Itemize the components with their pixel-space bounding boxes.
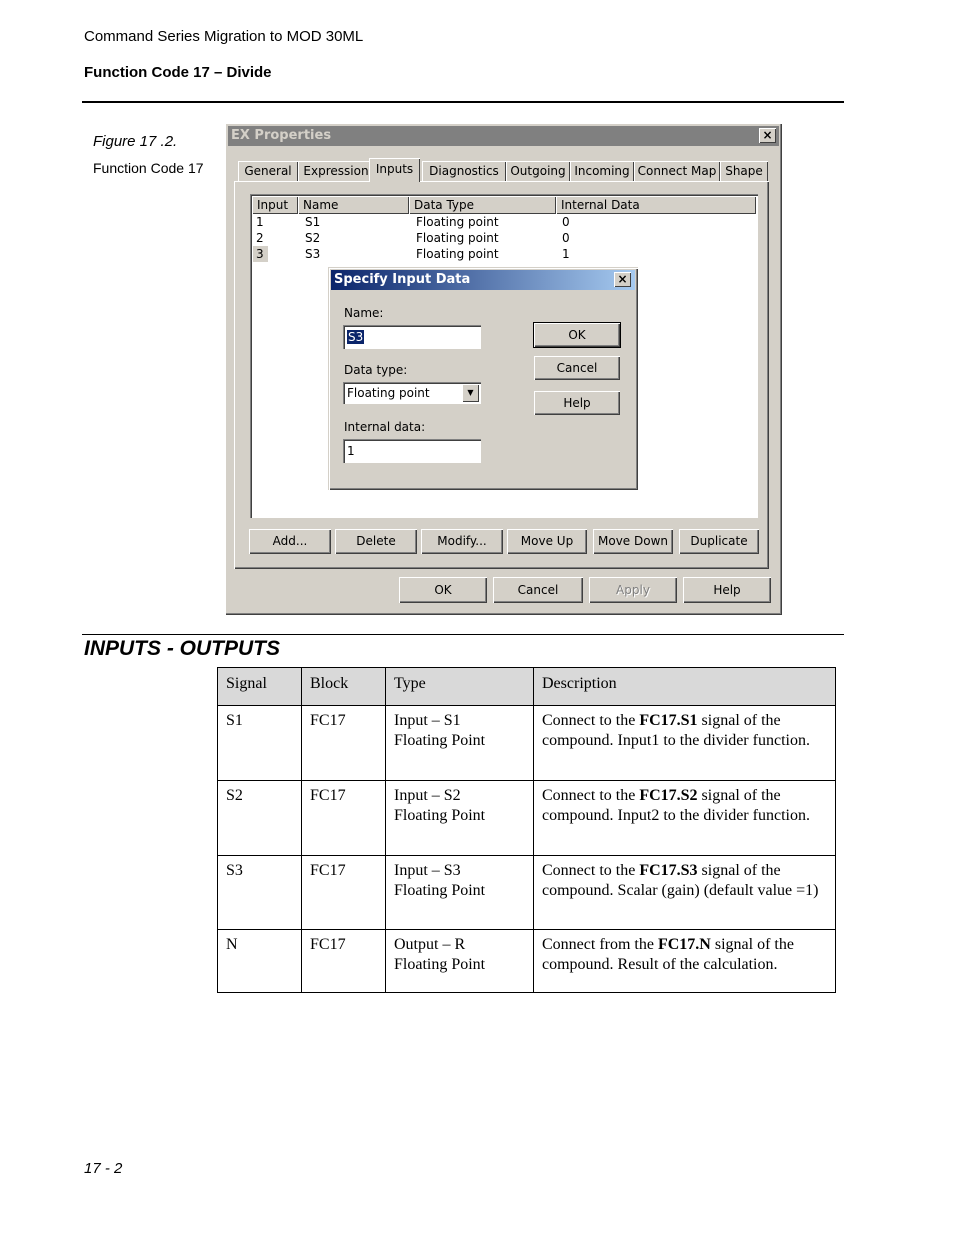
desc-code: FC17.S2 [639,787,698,804]
table-row [218,781,836,856]
cell-internal: 0 [562,215,570,229]
subdialog-ok-button[interactable]: OK [534,323,620,347]
desc-text: Connect to the [542,712,640,729]
tab-connect-map[interactable]: Connect Map [634,161,720,181]
desc-text: signal of the compound. Result of the calculation. [542,936,794,973]
table-row [218,856,836,930]
add-button[interactable]: Add... [249,529,331,554]
cell-input: 2 [256,231,264,245]
column-header-data-type[interactable]: Data Type [409,196,556,214]
header-signal: Signal [218,668,302,706]
window-title: EX Properties [231,128,332,143]
cell-type: Floating point [416,247,499,261]
cell-input: 3 [253,246,268,262]
cell-type: Floating point [416,215,499,229]
subdialog-cancel-button[interactable]: Cancel [534,356,620,380]
desc-text: signal of the compound. Input2 to the divider function. [542,787,810,824]
name-field[interactable] [343,325,481,349]
table-header-row [218,668,836,706]
desc-text: Connect to the [542,862,640,879]
delete-button[interactable]: Delete [335,529,417,554]
specify-input-data-dialog [328,267,638,490]
cell-description [534,706,836,781]
type-line: Floating Point [394,882,486,899]
cell-block: FC17 [302,856,386,930]
internal-data-field[interactable] [343,439,481,463]
cell-name: S3 [305,247,321,261]
name-label: Name: [344,306,384,320]
type-line: Input – S2 [394,787,461,804]
tab-shape[interactable]: Shape [720,161,768,181]
cell-signal: N [218,930,302,993]
section-title: Function Code 17 – Divide [84,64,272,81]
page-number: 17 - 2 [84,1160,123,1177]
tab-expression[interactable]: Expression [298,161,374,181]
help-button[interactable]: Help [683,577,771,603]
type-line: Floating Point [394,732,486,749]
tab-diagnostics[interactable]: Diagnostics [422,161,506,181]
cell-signal: S1 [218,706,302,781]
type-line: Input – S3 [394,862,461,879]
type-line: Input – S1 [394,712,461,729]
cell-description [534,856,836,930]
data-type-select[interactable] [343,382,481,404]
data-type-value: Floating point [347,386,430,400]
column-header-input[interactable]: Input [252,196,298,214]
table-row [218,706,836,781]
desc-code: FC17.S3 [639,862,698,879]
desc-code: FC17.S1 [639,712,698,729]
column-header-name[interactable]: Name [298,196,409,214]
data-type-label: Data type: [344,363,408,377]
figure-caption: Function Code 17 [93,160,204,176]
apply-button[interactable]: Apply [589,577,677,603]
modify-button[interactable]: Modify... [421,529,503,554]
ex-properties-window [225,123,782,615]
section-rule [82,634,844,635]
document-title: Command Series Migration to MOD 30ML [84,28,364,45]
cell-internal: 1 [562,247,570,261]
duplicate-button[interactable]: Duplicate [679,529,759,554]
figure-number: Figure 17 .2. [93,133,178,150]
table-row [218,930,836,993]
type-line: Output – R [394,936,466,953]
tab-incoming[interactable]: Incoming [570,161,634,181]
cell-signal: S3 [218,856,302,930]
tab-inputs[interactable]: Inputs [369,158,420,182]
move-up-button[interactable]: Move Up [507,529,587,554]
cell-description [534,930,836,993]
desc-text: Connect from the [542,936,658,953]
name-value: S3 [348,330,364,344]
cell-signal: S2 [218,781,302,856]
inputs-outputs-table [217,667,836,993]
cell-block: FC17 [302,706,386,781]
column-header-internal-data[interactable]: Internal Data [556,196,756,214]
type-line: Floating Point [394,807,486,824]
subdialog-help-button[interactable]: Help [534,391,620,415]
desc-text: Connect to the [542,787,640,804]
cell-block: FC17 [302,781,386,856]
desc-text: signal of the compound. Input1 to the divider function. [542,712,810,749]
cell-name: S2 [305,231,321,245]
cell-type: Floating point [416,231,499,245]
tab-outgoing[interactable]: Outgoing [506,161,570,181]
close-icon[interactable]: × [614,272,631,287]
header-description: Description [534,668,836,706]
internal-data-label: Internal data: [344,420,426,434]
cell-description [534,781,836,856]
cell-type [386,930,534,993]
internal-data-value: 1 [347,444,355,458]
header-rule [82,101,844,103]
cell-input: 1 [256,215,264,229]
header-block: Block [302,668,386,706]
cell-type [386,781,534,856]
cell-internal: 0 [562,231,570,245]
inputs-outputs-heading: INPUTS - OUTPUTS [84,637,281,660]
tab-general[interactable]: General [238,161,298,181]
close-icon[interactable]: × [759,128,776,143]
subdialog-title: Specify Input Data [334,272,471,287]
desc-text: signal of the compound. Scalar (gain) (default value =1) [542,862,819,899]
type-line: Floating Point [394,956,486,973]
window-title-bar [228,126,779,146]
cell-type [386,856,534,930]
move-down-button[interactable]: Move Down [593,529,673,554]
subdialog-title-bar [331,270,635,290]
cell-type [386,706,534,781]
cell-name: S1 [305,215,321,229]
cancel-button[interactable]: Cancel [493,577,583,603]
cell-block: FC17 [302,930,386,993]
header-type: Type [386,668,534,706]
desc-code: FC17.N [657,936,711,953]
chevron-down-icon[interactable]: ▼ [462,384,479,402]
ok-button[interactable]: OK [399,577,487,603]
